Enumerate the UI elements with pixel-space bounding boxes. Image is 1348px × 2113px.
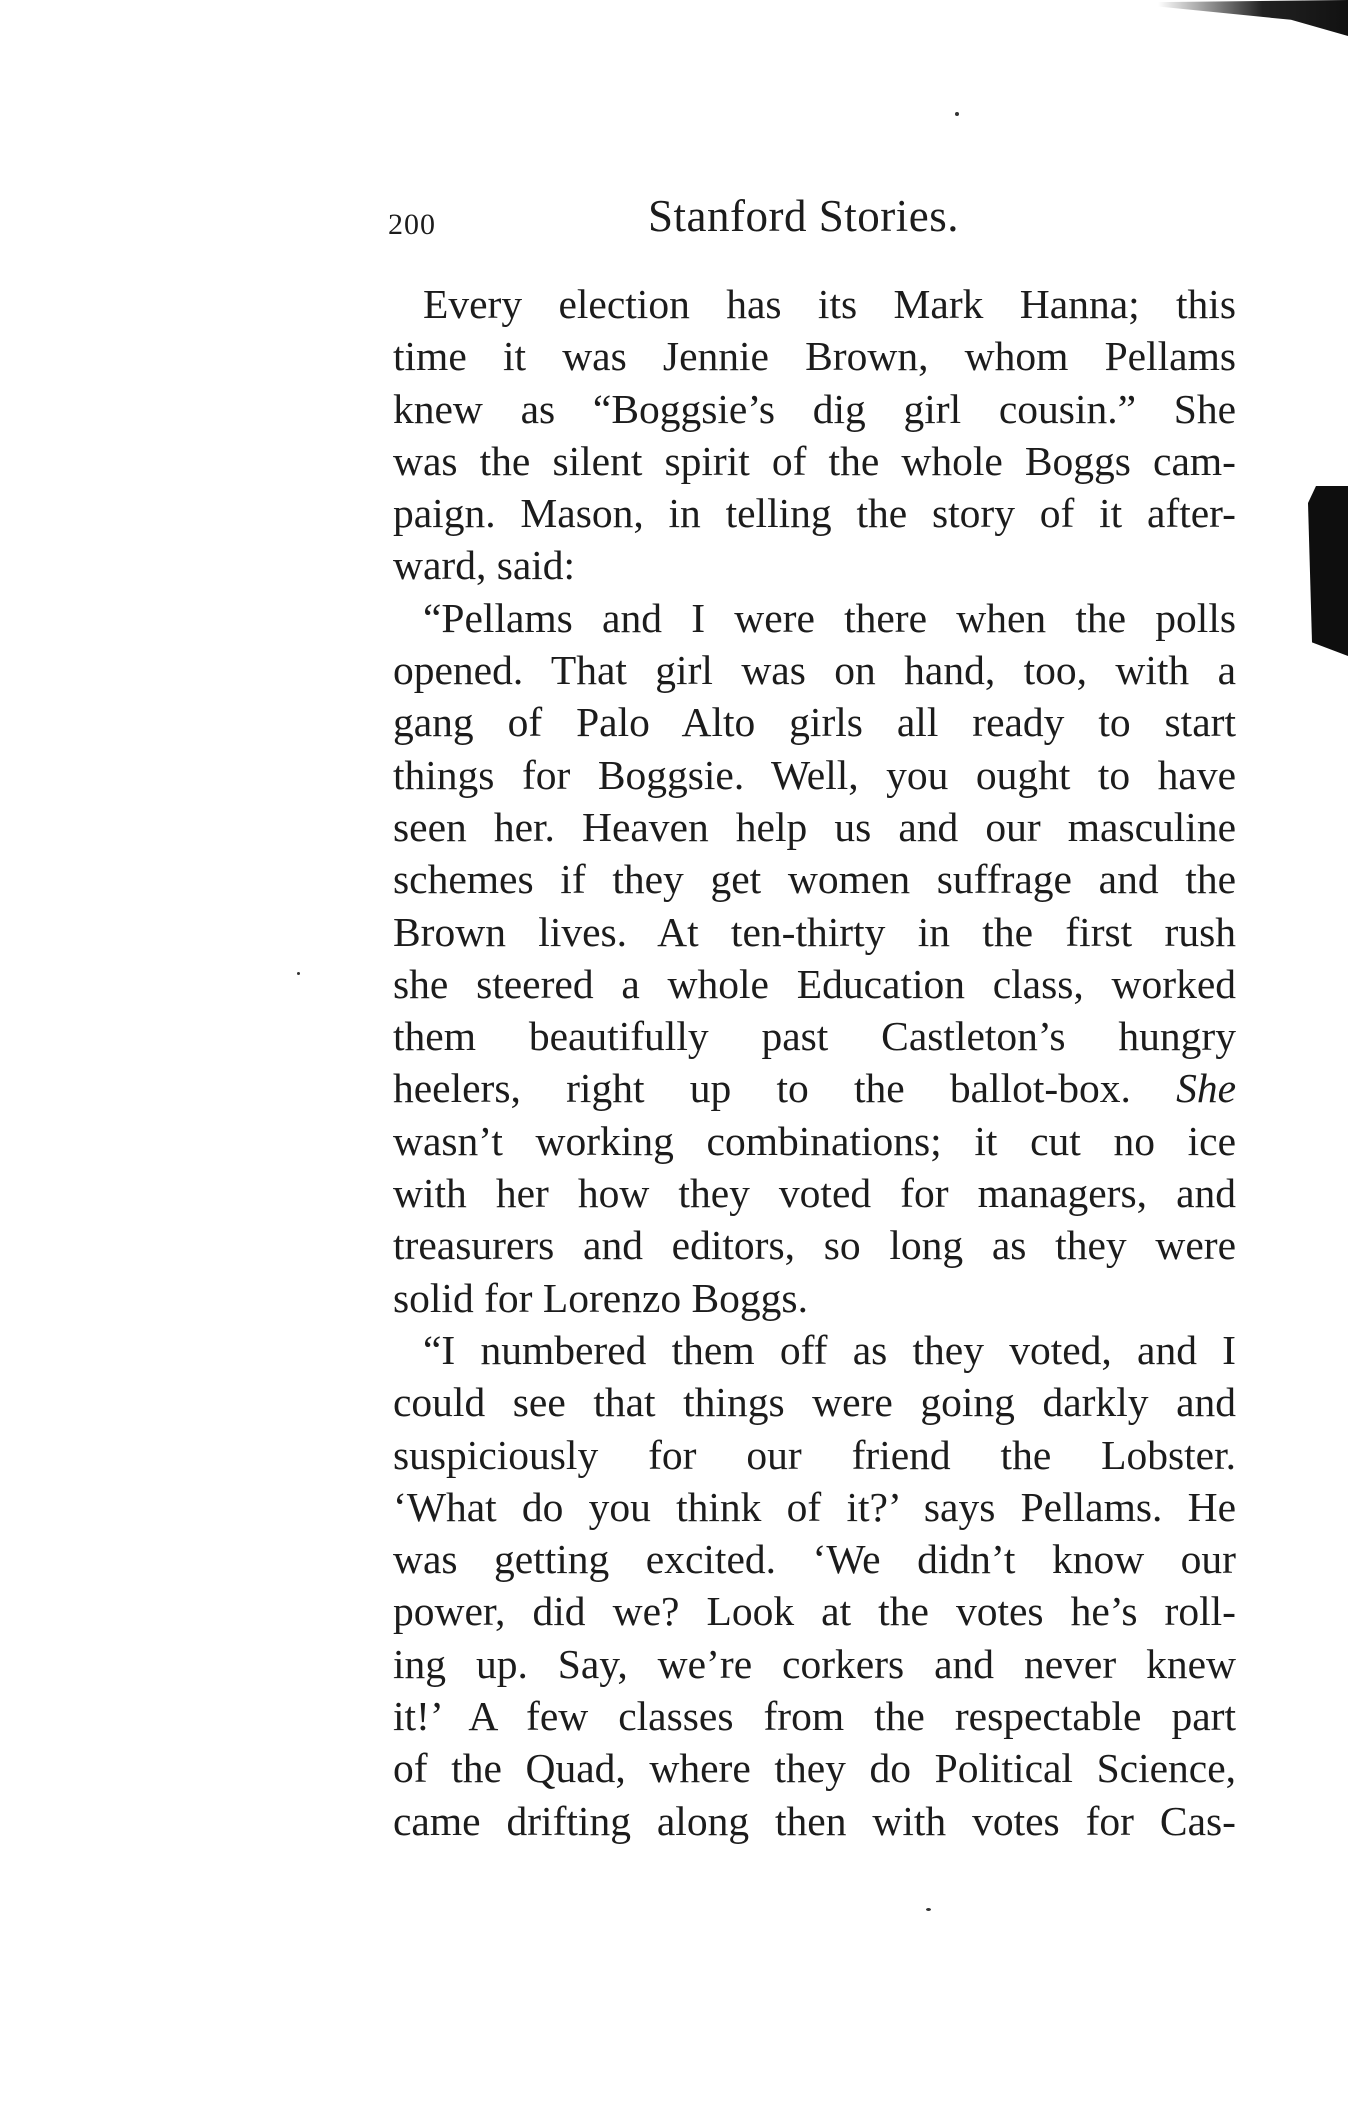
text-line: things for Boggsie. Well, you ought to have	[393, 751, 1236, 798]
text-line: knew as “Boggsie’s dig girl cousin.” She	[393, 385, 1236, 432]
running-head	[388, 190, 1236, 250]
emphasis-word: She	[1176, 1065, 1237, 1112]
text-line: she steered a whole Education class, worked	[393, 960, 1236, 1007]
speck	[297, 972, 300, 975]
text-line: “Pellams and I were there when the polls	[423, 594, 1236, 641]
text-line: power, did we? Look at the votes he’s roll-	[393, 1588, 1236, 1635]
text-line: solid for Lorenzo Boggs.	[393, 1274, 808, 1321]
text-line: time it was Jennie Brown, whom Pellams	[393, 333, 1236, 380]
text-line: opened. That girl was on hand, too, with a	[393, 647, 1236, 694]
text-line: schemes if they get women suffrage and the	[393, 856, 1236, 903]
text-line: it!’ A few classes from the respectable part	[393, 1693, 1236, 1740]
text-line: of the Quad, where they do Political Science,	[393, 1745, 1236, 1792]
text-line: Brown lives. At ten-thirty in the first rush	[393, 908, 1236, 955]
speck	[926, 1908, 931, 1911]
text-line: ing up. Say, we’re corkers and never knew	[393, 1640, 1236, 1687]
text-line: seen her. Heaven help us and our masculine	[393, 803, 1236, 850]
text-line: treasurers and editors, so long as they were	[393, 1222, 1236, 1269]
text-line: ‘What do you think of it?’ says Pellams. He	[393, 1483, 1236, 1530]
text-line: was getting excited. ‘We didn’t know our	[393, 1536, 1236, 1583]
text-line: them beautifully past Castleton’s hungry	[393, 1013, 1236, 1060]
text-line: ward, said:	[393, 542, 576, 589]
body-text	[393, 278, 1236, 1847]
page-number: 200	[388, 208, 436, 241]
text-line: gang of Palo Alto girls all ready to start	[393, 699, 1236, 746]
text-line: with her how they voted for managers, and	[393, 1170, 1236, 1217]
text-fragment: heelers, right up to the ballot-box.	[393, 1065, 1131, 1112]
speck	[955, 112, 959, 116]
text-line-with-emphasis	[393, 1062, 1236, 1114]
page-title: Stanford Stories.	[648, 191, 959, 241]
scan-edge-top	[1158, 0, 1348, 36]
text-line: was the silent spirit of the whole Boggs cam-	[393, 437, 1236, 484]
scan-edge-right	[1308, 486, 1348, 656]
text-line: “I numbered them off as they voted, and I	[423, 1326, 1236, 1373]
text-line: suspiciously for our friend the Lobster.	[393, 1431, 1236, 1478]
text-line: Every election has its Mark Hanna; this	[423, 281, 1236, 327]
text-line: came drifting along then with votes for Cas-	[393, 1797, 1236, 1844]
text-line: paign. Mason, in telling the story of it after-	[393, 490, 1236, 537]
text-line: wasn’t working combinations; it cut no ice	[393, 1117, 1236, 1164]
text-line: could see that things were going darkly and	[393, 1379, 1236, 1426]
